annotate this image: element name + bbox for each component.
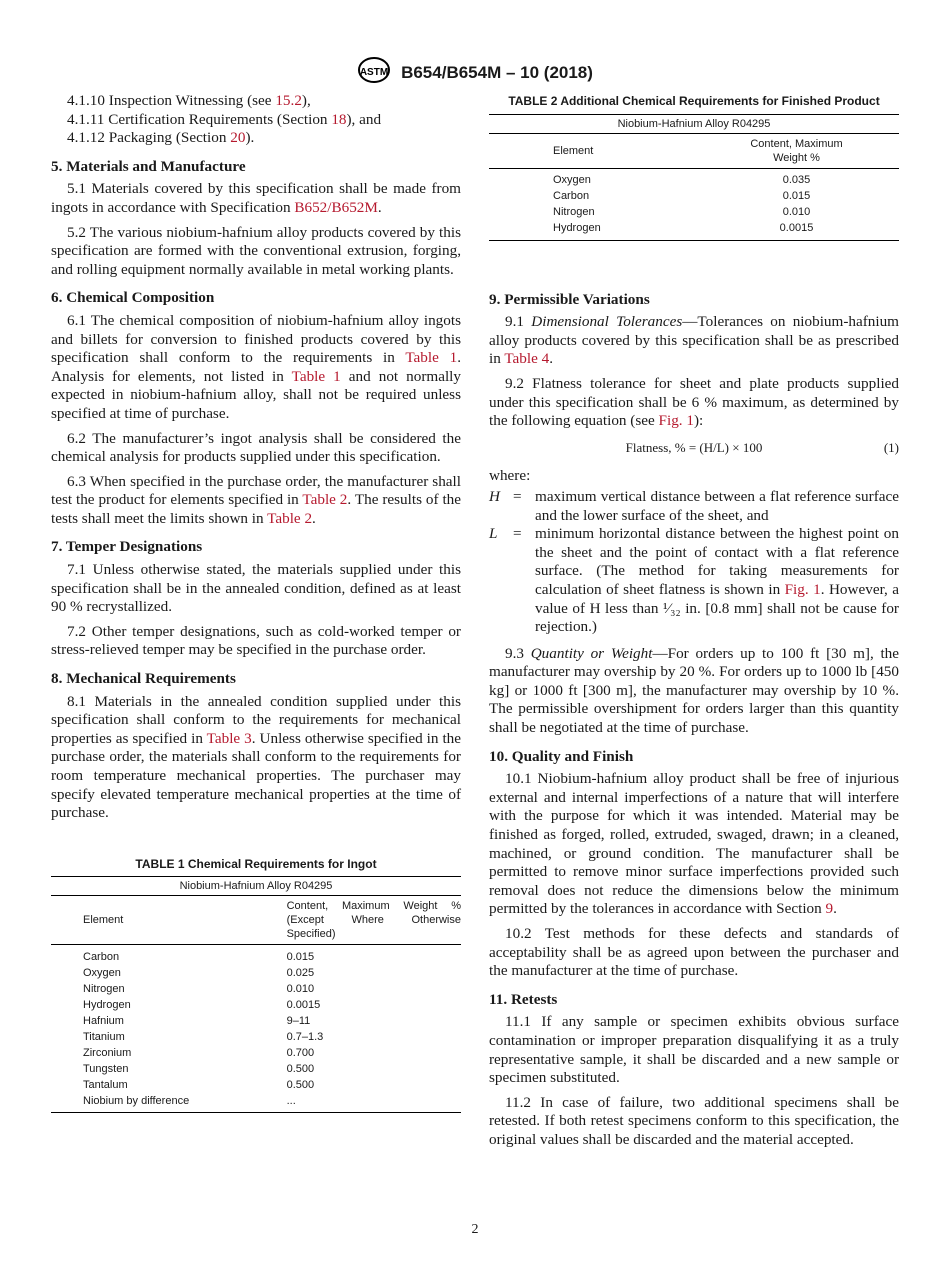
para-10-2: 10.2 Test methods for these defects and standards of acceptability shall be as agreed upon between the purchaser and the manufacturer at the time of purchase. — [489, 925, 899, 980]
equation-text: Flatness, % = (H/L) × 100 — [625, 439, 763, 455]
where-label: where: — [489, 467, 531, 485]
section-10-heading: 10. Quality and Finish — [489, 747, 634, 765]
table-2-caption: TABLE 2 Additional Chemical Requirements for Finished Product — [508, 94, 880, 108]
astm-logo-icon — [357, 56, 391, 89]
table-2-col-element: Element — [489, 133, 694, 168]
section-11-heading: 11. Retests — [489, 990, 558, 1008]
para-9-2: 9.2 Flatness tolerance for sheet and plate products supplied under this specification shall be 6 % maximum, as determined by the following equation (see Fig. 1): — [489, 374, 899, 430]
equation-number: (1) — [883, 439, 899, 455]
table-1-caption: TABLE 1 Chemical Requirements for Ingot — [135, 856, 377, 871]
table-row: Tantalum 0.500 — [83, 1078, 315, 1091]
table-row: Niobium by difference ... — [83, 1094, 296, 1107]
para-5-2: 5.2 The various niobium-hafnium alloy products covered by this specification are formed with the conventional extrusion, forging, and rolling equipment normally available in metal working plants. — [51, 223, 461, 278]
para-6-2: 6.2 The manufacturer’s ingot analysis shall be considered the chemical analysis for products supplied under this specification. — [51, 429, 461, 466]
ref-link[interactable]: 15.2 — [275, 92, 302, 109]
left-column — [51, 92, 461, 1113]
para-10-1: 10.1 Niobium-hafnium alloy product shall be free of injurious external and internal imperfections of a nature that will interfere with the purpose for which it was intended. Material may be finished as forged, rolled, extruded, swaged, drawn; in a cleaned, machined, or ground condition. The manufacturer shall be permitted to remove minor surface imperfections provided such removal does not reduce the dimensions below the minimum permitted by the tolerances in accordance with Section 9. — [489, 770, 899, 918]
table-2 — [489, 92, 899, 241]
ref-link[interactable]: 20 — [230, 129, 246, 147]
table-1-col-content: Content, Maximum Weight % (Except Where Otherwise Specified) — [281, 896, 461, 945]
table-2-alloy: Niobium-Hafnium Alloy R04295 — [489, 114, 899, 133]
para-7-2: 7.2 Other temper designations, such as cold-worked temper or stress-relieved temper may be specified in the purchase order. — [51, 622, 461, 659]
table-row: Hafnium 9–11 — [83, 1014, 311, 1027]
section-6-heading: 6. Chemical Composition — [51, 289, 215, 307]
table-row: Nitrogen 0.010 — [83, 982, 315, 995]
table-1-col-element: Element — [51, 896, 281, 945]
section-4-list — [51, 92, 461, 148]
table-row: Oxygen 0.035 — [553, 174, 811, 187]
para-9-1: 9.1 Dimensional Tolerances—Tolerances on niobium-hafnium alloy products covered by this specification shall be as prescribed in Table 4. — [489, 313, 899, 368]
definitions-list — [489, 488, 899, 637]
page-number: 2 — [471, 1222, 479, 1237]
logo-text: ASTM — [359, 67, 389, 78]
document-title: B654/B654M – 10 (2018) — [401, 62, 593, 82]
table-row: Titanium 0.7–1.3 — [83, 1030, 324, 1043]
figure-ref-link[interactable]: Fig. 1 — [658, 412, 694, 430]
list-item: 4.1.11 Certification Requirements (Section 18), and — [67, 110, 382, 128]
para-7-1: 7.1 Unless otherwise stated, the materials supplied under this specification shall be in the annealed condition, defined as at least 90 % recrystallized. — [51, 561, 461, 616]
definition-l: L = minimum horizontal distance between the highest point on the sheet and the point of contact with a flat reference surface. (The method for taking measurements for calculation of sheet flatness is shown in Fig. 1. However, a value of H less than ¹⁄₃₂ in. [0.8 mm] shall not be cause for rejection.) — [489, 525, 900, 636]
table-row: Oxygen 0.025 — [83, 966, 315, 979]
table-row: Nitrogen 0.010 — [553, 206, 811, 219]
section-ref-link[interactable]: 9 — [825, 900, 834, 918]
table-ref-link[interactable]: Table 2 — [267, 509, 313, 527]
page-header — [0, 56, 950, 89]
section-8-heading: 8. Mechanical Requirements — [51, 670, 236, 688]
flatness-equation — [489, 439, 899, 458]
section-9-heading: 9. Permissible Variations — [489, 290, 650, 308]
definition-h: H = maximum vertical distance between a flat reference surface and the lower surface of the sheet, and — [489, 487, 899, 524]
table-ref-link[interactable]: Table 4 — [504, 350, 550, 368]
table-ref-link[interactable]: Table 2 — [302, 491, 348, 509]
table-row: Carbon 0.015 — [83, 950, 315, 963]
table-row: Hydrogen 0.0015 — [553, 222, 814, 235]
para-6-3: 6.3 When specified in the purchase order, the manufacturer shall test the product for elements specified in Table 2. The results of the tests shall meet the limits shown in Table 2. — [51, 472, 461, 527]
table-1-alloy: Niobium-Hafnium Alloy R04295 — [51, 877, 461, 896]
table-row: Zirconium 0.700 — [83, 1046, 315, 1059]
table-1 — [51, 855, 461, 1114]
table-ref-link[interactable]: Table 1 — [291, 367, 341, 385]
para-6-1: 6.1 The chemical composition of niobium-hafnium alloy ingots and billets for conversion to finished products covered by this specification shall conform to the requirements in Table 1. Analysis for elements, not listed in Table 1 and not normally expected in niobium-hafnium alloy, shall not be required unless specified at time of purchase. — [51, 311, 462, 422]
para-8-1: 8.1 Materials in the annealed condition supplied under this specification shall conform to the requirements for mechanical properties as specified in Table 3. Unless otherwise specified in the purchase order, the materials shall conform to the requirements for room temperature mechanical properties. The purchaser may specify elevated temperature mechanical properties at the time of purchase. — [51, 692, 462, 822]
table-row: Carbon 0.015 — [553, 190, 811, 203]
table-row: Hydrogen 0.0015 — [83, 998, 321, 1011]
para-11-1: 11.1 If any sample or specimen exhibits obvious surface contamination or improper preparation disqualifying it as a truly representative sample, it shall be discarded and a new sample or specimen substituted. — [489, 1013, 899, 1087]
table-row: Tungsten 0.500 — [83, 1062, 315, 1075]
para-11-2: 11.2 In case of failure, two additional specimens shall be retested. If both retest specimens conform to this specification, the original values shall be discarded and the material accepted. — [489, 1093, 899, 1148]
table-ref-link[interactable]: Table 1 — [405, 349, 458, 367]
ref-link[interactable]: 18 — [331, 110, 347, 128]
table-2-col-content: Content, Maximum Weight % — [694, 133, 899, 168]
para-5-1: 5.1 Materials covered by this specification shall be made from ingots in accordance with Specification B652/B652M. — [51, 180, 461, 216]
right-column — [489, 92, 899, 1156]
para-9-3: 9.3 Quantity or Weight—For orders up to 100 ft [30 m], the manufacturer may overship by 20 %. For orders up to 1000 lb [450 kg] or 1000 ft [300 m], the manufacturer may overship by 10 %. The permissible overshipment for orders larger than this quantity shall be negotiated at the time of purchase. — [489, 644, 900, 737]
table-ref-link[interactable]: Table 3 — [206, 729, 252, 747]
list-item: 4.1.12 Packaging (Section 20). — [67, 129, 255, 147]
list-item: 4.1.10 Inspection Witnessing (see 15.2), — [67, 92, 311, 109]
ref-link[interactable]: B652/B652M — [294, 198, 378, 216]
section-7-heading: 7. Temper Designations — [51, 538, 203, 556]
figure-ref-link[interactable]: Fig. 1 — [784, 580, 821, 598]
section-5-heading: 5. Materials and Manufacture — [51, 157, 246, 175]
